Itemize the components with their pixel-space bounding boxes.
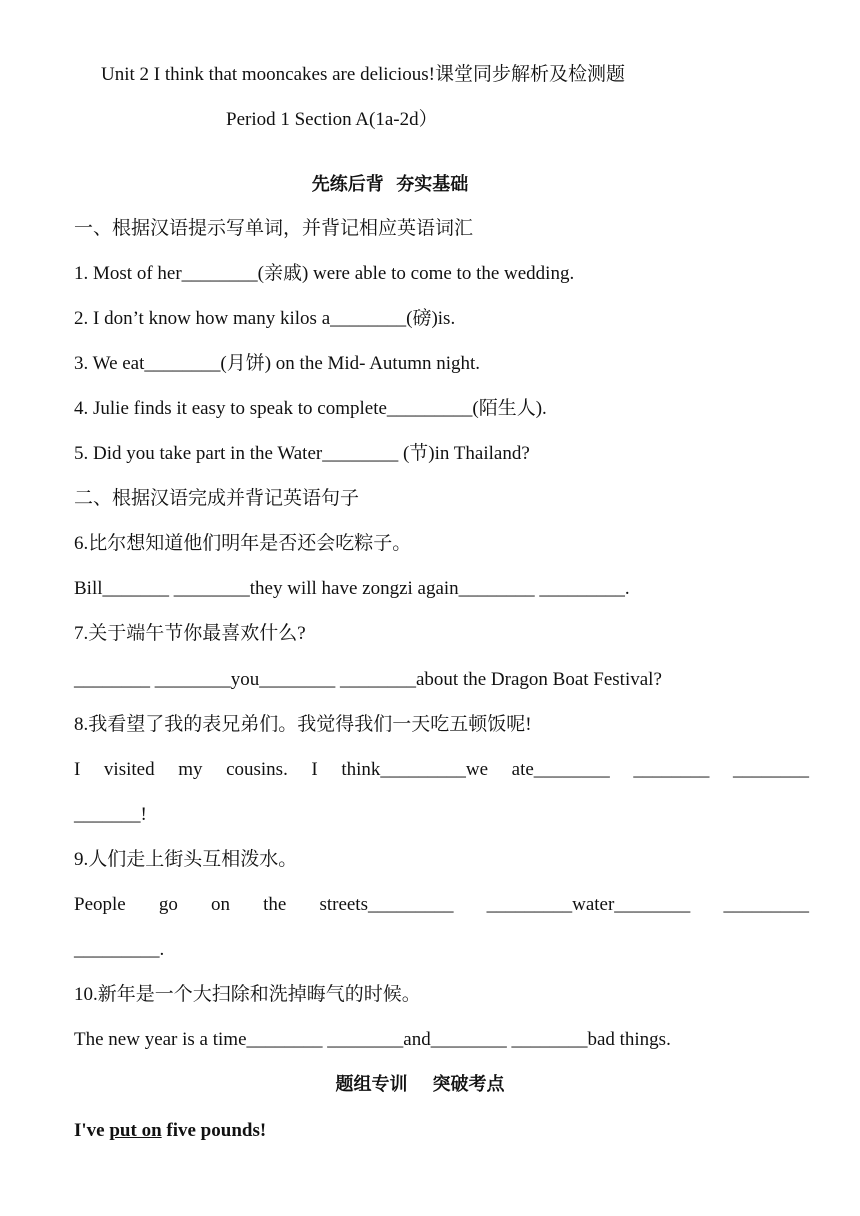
- phrase-underlined: put on: [109, 1120, 162, 1141]
- word: visited: [103, 759, 155, 780]
- section-heading-basics: 先练后背 夯实基础: [311, 174, 469, 195]
- word: ________: [633, 759, 710, 780]
- question-8-chinese: 8.我看望了我的表兄弟们。我觉得我们一天吃五顿饭呢!: [74, 714, 532, 735]
- question-7-english: ________ ________you________ ________about the Dragon Boat Festival?: [74, 669, 662, 690]
- question-6-english: Bill_______ ________they will have zongzi again________ _________.: [74, 578, 630, 599]
- word: _________water________: [486, 894, 691, 915]
- word: ________: [732, 759, 809, 780]
- question-8-english: [74, 758, 809, 782]
- document-period: Period 1 Section A(1a-2d）: [226, 109, 438, 130]
- document-title: Unit 2 I think that mooncakes are delicious!课堂同步解析及检测题: [101, 64, 625, 85]
- exercise-item-2: 2. I don’t know how many kilos a________(磅)is.: [74, 308, 456, 329]
- word: cousins.: [226, 759, 288, 780]
- word: the: [263, 894, 287, 915]
- part2-title: 二、根据汉语完成并背记英语句子: [74, 488, 360, 509]
- key-phrase-heading: [74, 1119, 266, 1143]
- section-heading-training: 题组专训 突破考点: [335, 1074, 505, 1095]
- question-9-english: [74, 893, 809, 917]
- word: I: [311, 759, 318, 780]
- exercise-item-4: 4. Julie finds it easy to speak to complete_________(陌生人).: [74, 398, 547, 419]
- question-6-chinese: 6.比尔想知道他们明年是否还会吃粽子。: [74, 533, 412, 554]
- exercise-item-3: 3. We eat________(月饼) on the Mid- Autumn night.: [74, 353, 481, 374]
- part1-title: 一、根据汉语提示写单词，并背记相应英语词汇: [74, 218, 474, 239]
- word: think_________we: [341, 759, 489, 780]
- question-9-english-continued: _________.: [74, 939, 165, 960]
- word: I: [74, 759, 81, 780]
- question-10-english: The new year is a time________ ________and________ ________bad things.: [74, 1029, 671, 1050]
- phrase-before: I've: [74, 1120, 110, 1141]
- word: go: [158, 894, 178, 915]
- question-10-chinese: 10.新年是一个大扫除和洗掉晦气的时候。: [74, 984, 421, 1005]
- word: on: [210, 894, 230, 915]
- question-8-english-continued: _______!: [74, 804, 147, 825]
- phrase-after: five pounds!: [161, 1120, 267, 1141]
- word: my: [178, 759, 203, 780]
- word: _________: [723, 894, 809, 915]
- word: People: [74, 894, 126, 915]
- word: streets_________: [319, 894, 454, 915]
- question-9-chinese: 9.人们走上街头互相泼水。: [74, 849, 298, 870]
- exercise-item-1: 1. Most of her________(亲戚) were able to come to the wedding.: [74, 263, 575, 284]
- word: ate________: [511, 759, 610, 780]
- question-7-chinese: 7.关于端午节你最喜欢什么?: [74, 623, 306, 644]
- exercise-item-5: 5. Did you take part in the Water________ (节)in Thailand?: [74, 443, 530, 464]
